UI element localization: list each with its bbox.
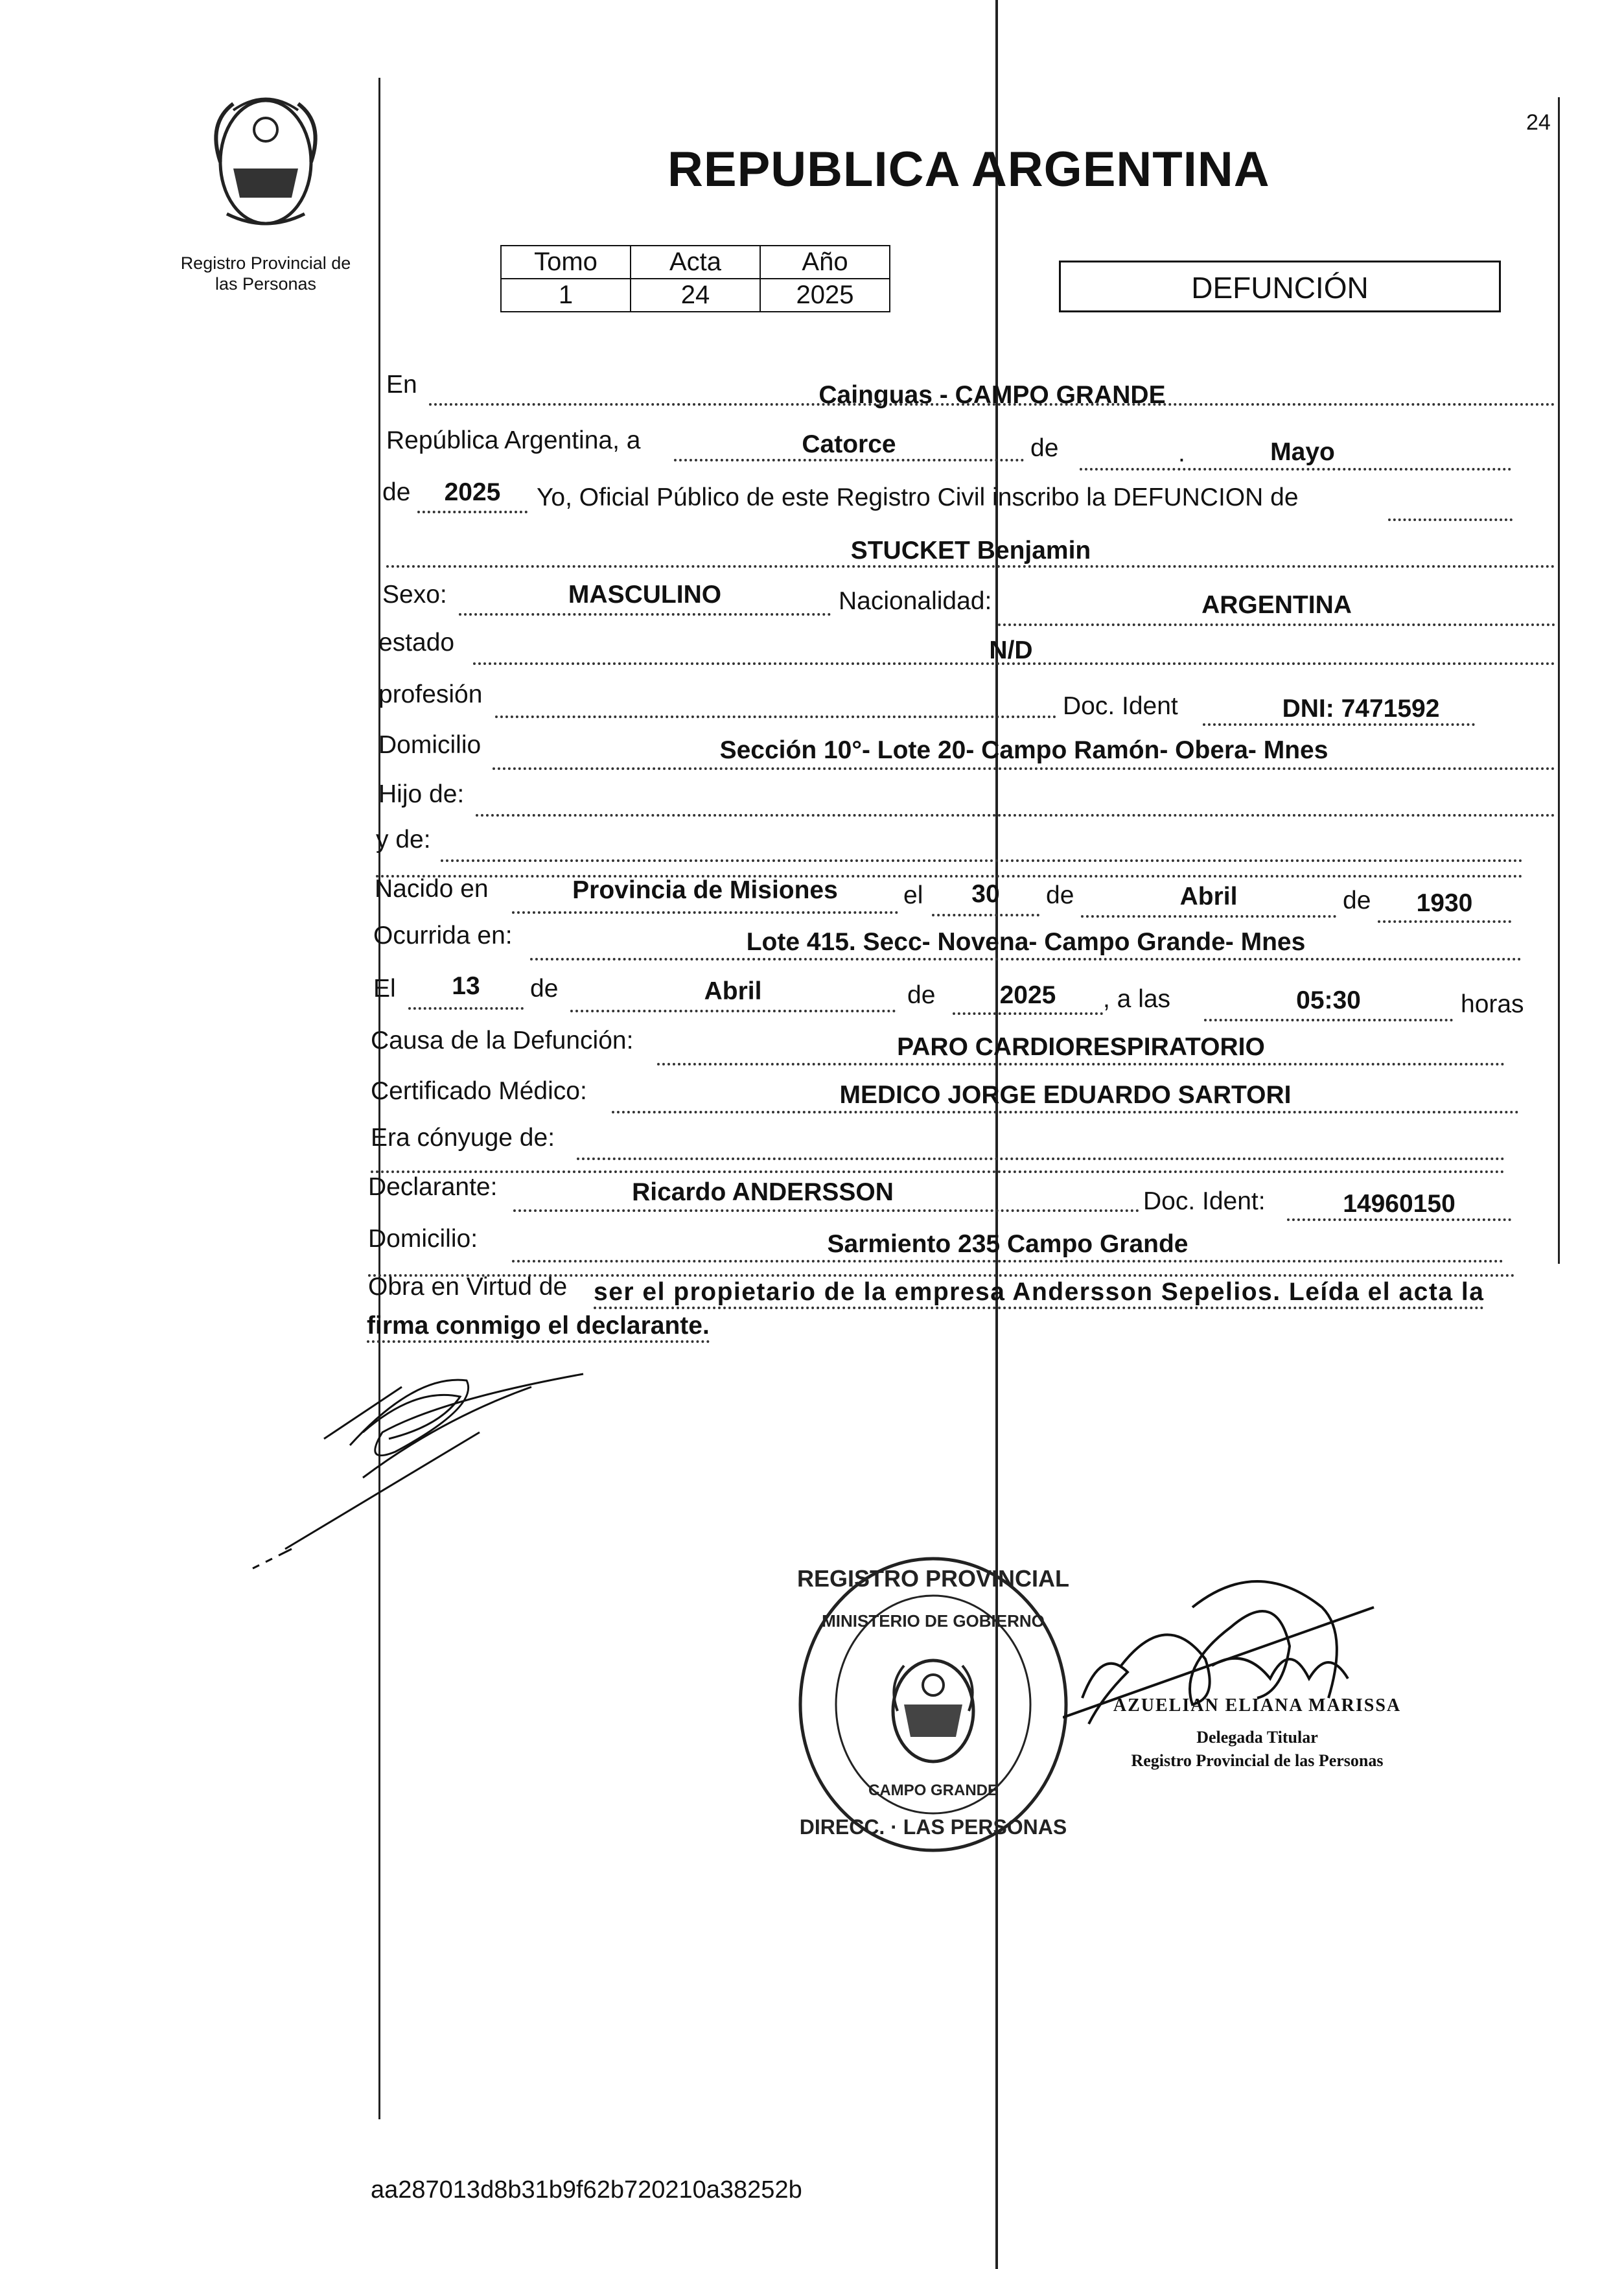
acta-value: 24	[631, 279, 760, 312]
value-nac-mes: Abril	[1179, 883, 1238, 911]
label-el-cap: El	[373, 975, 396, 1003]
value-declarante: Ricardo ANDERSSON	[632, 1178, 894, 1206]
label-domicilio-2: Domicilio:	[368, 1225, 478, 1253]
label-causa: Causa de la Defunción:	[371, 1027, 634, 1054]
value-estado: N/D	[989, 636, 1033, 664]
label-a-las: , a las	[1103, 985, 1171, 1013]
value-causa: PARO CARDIORESPIRATORIO	[897, 1033, 1265, 1061]
page-title: REPUBLICA ARGENTINA	[667, 142, 1270, 197]
value-nacionalidad: ARGENTINA	[1201, 591, 1352, 619]
svg-text:CAMPO GRANDE: CAMPO GRANDE	[868, 1782, 999, 1799]
anio-value: 2025	[760, 279, 890, 312]
value-doc: DNI: 7471592	[1282, 695, 1440, 723]
signature-office: Registro Provincial de las Personas	[1131, 1751, 1384, 1770]
svg-text:MINISTERIO DE GOBIERNO: MINISTERIO DE GOBIERNO	[822, 1611, 1045, 1631]
label-conyuge: Era cónyuge de:	[371, 1124, 555, 1152]
label-en: En	[386, 371, 417, 399]
value-obra-line2: firma conmigo el declarante.	[367, 1312, 710, 1343]
declarant-signature	[246, 1335, 700, 1581]
record-type-box	[1059, 261, 1501, 312]
registry-caption-line2: las Personas	[215, 274, 317, 294]
anio-header: Año	[760, 246, 890, 279]
label-republica: República Argentina, a	[386, 426, 641, 454]
svg-text:REGISTRO PROVINCIAL: REGISTRO PROVINCIAL	[796, 1565, 1070, 1592]
label-horas: horas	[1461, 990, 1524, 1018]
tomo-value: 1	[501, 279, 631, 312]
label-domicilio: Domicilio	[378, 731, 481, 759]
record-type-label: DEFUNCIÓN	[1191, 271, 1369, 305]
label-de-5: de	[530, 975, 559, 1003]
right-margin-rule	[1558, 97, 1560, 1264]
value-def-anio: 2025	[999, 981, 1056, 1009]
value-def-hora: 05:30	[1296, 986, 1361, 1014]
value-certificado: MEDICO JORGE EDUARDO SARTORI	[839, 1081, 1292, 1109]
label-profesion: profesión	[378, 681, 483, 708]
label-obra-en-virtud: Obra en Virtud de	[368, 1273, 568, 1301]
label-yo-oficial: Yo, Oficial Público de este Registro Civil inscribo la DEFUNCION de	[537, 483, 1299, 511]
signature-role: Delegada Titular	[1196, 1728, 1318, 1747]
svg-text:DIRECC. · LAS PERSONAS: DIRECC. · LAS PERSONAS	[799, 1815, 1067, 1839]
value-declarante-domicilio: Sarmiento 235 Campo Grande	[827, 1230, 1189, 1258]
value-nombre: STUCKET Benjamin	[850, 537, 1091, 564]
acta-header: Acta	[631, 246, 760, 279]
value-nac-anio: 1930	[1416, 889, 1473, 917]
label-de-1: de	[1030, 434, 1059, 462]
label-estado: estado	[378, 629, 455, 657]
value-dia-dot: .	[1178, 439, 1185, 467]
label-declarante: Declarante:	[368, 1173, 498, 1201]
signature-block	[1089, 1695, 1426, 1771]
label-ocurrida-en: Ocurrida en:	[373, 922, 513, 949]
value-def-dia: 13	[452, 972, 480, 1000]
official-stamp	[791, 1549, 1076, 1860]
label-nacionalidad: Nacionalidad:	[839, 587, 992, 615]
label-doc-ident: Doc. Ident	[1063, 692, 1178, 720]
label-nacido-en: Nacido en	[375, 875, 489, 903]
value-mes: Mayo	[1270, 438, 1335, 466]
value-domicilio: Sección 10°- Lote 20- Campo Ramón- Obera- Mnes	[719, 736, 1328, 764]
registry-caption-line1: Registro Provincial de	[180, 253, 351, 273]
label-hijo-de: Hijo de:	[378, 780, 465, 808]
tomo-header: Tomo	[501, 246, 631, 279]
value-obra-line1: ser el propietario de la empresa Andersson Sepelios. Leída el acta la	[594, 1278, 1484, 1309]
value-lugar: Cainguas - CAMPO GRANDE	[818, 381, 1166, 409]
center-fold-line	[995, 0, 998, 2269]
page-number: 24	[1526, 110, 1551, 135]
label-de-6: de	[907, 981, 936, 1009]
value-anio: 2025	[444, 478, 501, 506]
value-nacido-en: Provincia de Misiones	[572, 876, 838, 904]
signature-name: AZUELIAN ELIANA MARISSA	[1113, 1695, 1402, 1716]
registry-caption	[156, 253, 376, 294]
value-ocurrida-en: Lote 415. Secc- Novena- Campo Grande- Mnes	[746, 928, 1306, 956]
label-sexo: Sexo:	[382, 581, 447, 609]
document-hash: aa287013d8b31b9f62b720210a38252b	[371, 2176, 802, 2204]
value-dia-letras: Catorce	[802, 430, 896, 458]
value-declarante-doc: 14960150	[1343, 1190, 1456, 1218]
label-el: el	[903, 881, 923, 909]
label-de-4: de	[1343, 887, 1371, 914]
value-nac-dia: 30	[971, 880, 1000, 908]
label-de-3: de	[1046, 881, 1074, 909]
province-coat-of-arms	[194, 84, 337, 240]
label-y-de: y de:	[376, 826, 431, 854]
label-de-2: de	[382, 478, 411, 506]
label-certificado: Certificado Médico:	[371, 1077, 587, 1105]
value-def-mes: Abril	[704, 977, 762, 1005]
value-sexo: MASCULINO	[568, 581, 722, 609]
label-doc-ident-2: Doc. Ident:	[1143, 1187, 1266, 1215]
record-number-box	[500, 245, 890, 312]
